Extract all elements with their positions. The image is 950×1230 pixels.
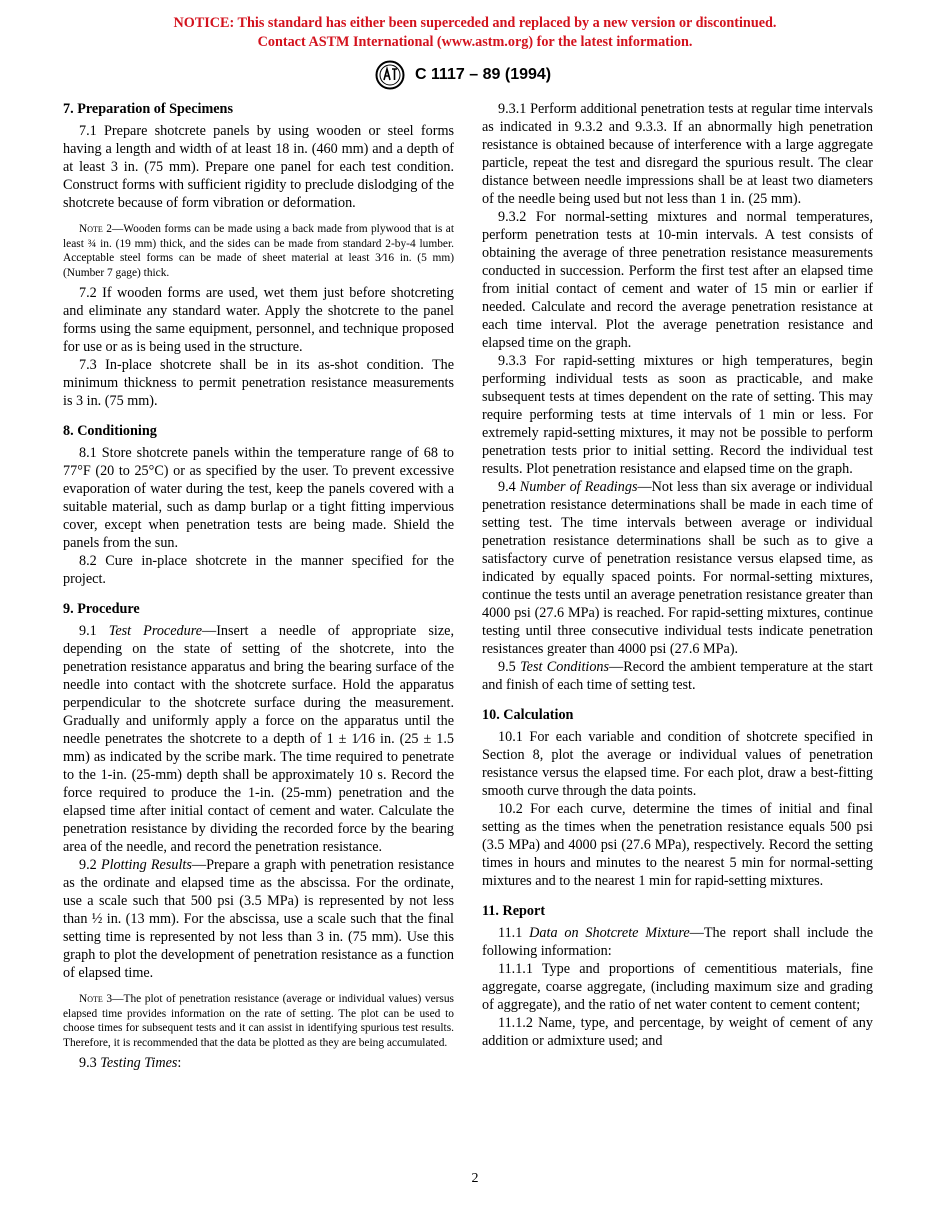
- p93-title: Testing Times: [100, 1055, 178, 1071]
- note-2: [63, 222, 454, 280]
- p94-number: 9.4: [498, 479, 516, 495]
- paragraph-10-1: 10.1 For each variable and condition of shotcrete specified in Section 8, plot the average or individual values of penetration resistance versus the elapsed time. For each plot, draw a best-fitting smooth curve through the data points.: [482, 729, 873, 799]
- p95-number: 9.5: [498, 659, 516, 675]
- document-designation: [375, 60, 551, 90]
- paragraph-8-1: 8.1 Store shotcrete panels within the temperature range of 68 to 77°F (20 to 25°C) or as specified by the user. To prevent excessive evaporation of water during the test, keep the panels covered with a suitable material, such as damp burlap or a tight fitting impervious cover, except when penetration tests are being made. Shield the panels from the sun.: [63, 445, 454, 551]
- paragraph-10-2: 10.2 For each curve, determine the times of initial and final setting as the times when the penetration resistance equals 500 psi (3.5 MPa) and 4000 psi (27.6 MPa), respectively. Record the setting times in hours and minutes to the nearest 5 min for normal-setting mixtures and to the nearest 1 min for rapid-setting mixtures.: [482, 801, 873, 889]
- p92-text: —Prepare a graph with penetration resistance as the ordinate and elapsed time as the abscissa. For the ordinate, use a scale such that 500 psi (3.5 MPa) is represented by not less than ½ in. (13 mm). For the abscissa, use a scale such that the final setting time is represented by not less than 3 in. (75 mm). Use this graph to plot the development of penetration resistance as a function of elapsed time.: [63, 857, 455, 981]
- p93-text: :: [177, 1055, 182, 1071]
- notice-line-2: Contact ASTM International (www.astm.org) for the latest information.: [257, 34, 693, 50]
- paragraph-11-1: [482, 924, 873, 960]
- paragraph-9-5: [482, 658, 873, 694]
- p94-text: —Not less than six average or individual penetration resistance determinations shall be made in each time of setting test. The time intervals between average or individual penetration resistance determinations shall be such as to give a satisfactory curve of penetration resistance versus elapsed time, as indicated by equally spaced points. For normal-setting mixtures, continue the tests until an average penetration resistance greater than 4000 psi (27.6 MPa) is reached. For rapid-setting mixtures, continue testing until three consecutive individual tests indicate penetration resistances greater than 4000 psi (27.6 MPa).: [482, 479, 873, 657]
- designation-text: C 1117 – 89 (1994): [415, 66, 552, 83]
- p91-number: 9.1: [79, 623, 97, 639]
- paragraph-9-3-3: 9.3.3 For rapid-setting mixtures or high temperatures, begin performing individual tests as soon as practicable, and make subsequent tests at times dependent on the rate of setting. This may require performing tests at time intervals of 1 min or less. For extremely rapid-setting mixtures, it may not be possible to perform penetration tests prior to initial setting. Record the individual test results. Plot penetration resistance and elapsed time on the graph.: [482, 353, 873, 477]
- paragraph-11-1-2: 11.1.2 Name, type, and percentage, by weight of cement of any addition or admixture used; and: [482, 1015, 873, 1049]
- paragraph-9-3: [63, 1054, 454, 1072]
- paragraph-8-2: 8.2 Cure in-place shotcrete in the manner specified for the project.: [63, 553, 454, 587]
- paragraph-9-2: [63, 856, 454, 982]
- p111-text: —The report shall include the following information:: [482, 925, 873, 959]
- section-11-heading: 11. Report: [482, 903, 546, 919]
- section-9-heading: 9. Procedure: [63, 601, 140, 617]
- paragraph-9-1: [63, 622, 454, 856]
- paragraph-7-3: 7.3 In-place shotcrete shall be in its as-shot condition. The minimum thickness to permit penetration resistance measurements is 3 in. (75 mm).: [63, 357, 454, 409]
- paragraph-7-1: 7.1 Prepare shotcrete panels by using wooden or steel forms having a length and width of at least 18 in. (460 mm) and a depth of at least 3 in. (75 mm). Prepare one panel for each test condition. Construct forms with sufficient rigidity to preclude dislodging of the shotcrete because of form vibration or deformation.: [63, 123, 454, 211]
- note-2-text: —Wooden forms can be made using a back made from plywood that is at least ¾ in. (19 mm) thick, and the sides can be made from standard 2-by-4 lumber. Acceptable steel forms can be made of sheet material at least 3⁄16 in. (5 mm) (Number 7 gage) thick.: [63, 223, 454, 279]
- p95-text: —Record the ambient temperature at the start and finish of each time of setting test.: [482, 659, 873, 693]
- p92-number: 9.2: [79, 857, 97, 873]
- note-3-label: Note 3: [79, 993, 113, 1005]
- right-column: [482, 100, 873, 1050]
- paragraph-11-1-1: 11.1.1 Type and proportions of cementitious materials, fine aggregate, coarse aggregate, (including maximum size and grading of aggregate), and the ratio of net water content to cement content;: [482, 961, 873, 1013]
- p91-title: Test Procedure: [108, 623, 202, 639]
- note-2-label: Note 2: [79, 223, 112, 235]
- note-3-text: —The plot of penetration resistance (average or individual values) versus elapsed time provides information on the rate of setting. The plot can be used to choose times for subsequent tests and it can assist in identifying spurious test results. Therefore, it is recommended that the data be plotted as they are being accumulated.: [63, 993, 454, 1049]
- section-8-heading: 8. Conditioning: [63, 423, 157, 439]
- paragraph-9-4: [482, 478, 873, 658]
- p111-number: 11.1: [498, 925, 523, 941]
- left-column: [63, 100, 454, 1072]
- paragraph-7-2: 7.2 If wooden forms are used, wet them just before shotcreting and eliminate any standard water. Apply the shotcrete to the panel forms using the same equipment, personnel, and technique proposed for use or as is being used in the structure.: [63, 285, 454, 355]
- section-10-heading: 10. Calculation: [482, 707, 574, 723]
- page-number: 2: [471, 1171, 479, 1186]
- astm-logo-icon: [375, 60, 405, 90]
- p95-title: Test Conditions: [520, 659, 610, 675]
- paragraph-9-3-2: 9.3.2 For normal-setting mixtures and normal temperatures, perform penetration tests at 10-min intervals. A test consists of obtaining the average of three penetration resistance measurements conducted in succession. Perform the first test after an elapsed time from initial contact of cement and water of 15 min or earlier if needed. Calculate and record the average penetration resistance at each time interval. Plot the average penetration resistance and elapsed time on the graph.: [482, 209, 873, 351]
- paragraph-9-3-1: 9.3.1 Perform additional penetration tests at regular time intervals as indicated in 9.3.2 and 9.3.3. If an abnormally high penetration resistance is obtained because of interference with a large aggregate particle, repeat the test and disregard the spurious result. The clear distance between needle impressions shall be at least two diameters of the needle being used but not less than 1 in. (25 mm).: [482, 101, 873, 207]
- p92-title: Plotting Results: [100, 857, 192, 873]
- p111-title: Data on Shotcrete Mixture: [529, 925, 690, 941]
- p93-number: 9.3: [79, 1055, 97, 1071]
- p91-text: —Insert a needle of appropriate size, depending on the state of setting of the shotcrete, into the penetration resistance apparatus and bring the bearing surface of the needle into contact with the shotcrete surface. Hold the apparatus perpendicular to the shotcrete surface during the measurement. Gradually and uniformly apply a force on the apparatus until the needle penetrates the shotcrete to a depth of 1 ± 1⁄16 in. (25 ± 1.5 mm) as indicated by the scribe mark. The time required to penetrate to the 1-in. (25-mm) depth shall be approximately 10 s. Record the force required to produce the 1-in. (25-mm) penetration and the elapsed time after initial contact of cement and water. Calculate the penetration resistance by dividing the recorded force by the bearing area of the needle, and record the penetration resistance.: [63, 623, 454, 855]
- notice-line-1: NOTICE: This standard has either been superceded and replaced by a new version or discontinued.: [173, 15, 777, 31]
- note-3: [63, 992, 454, 1050]
- section-7-heading: 7. Preparation of Specimens: [63, 101, 233, 117]
- p94-title: Number of Readings: [519, 479, 638, 495]
